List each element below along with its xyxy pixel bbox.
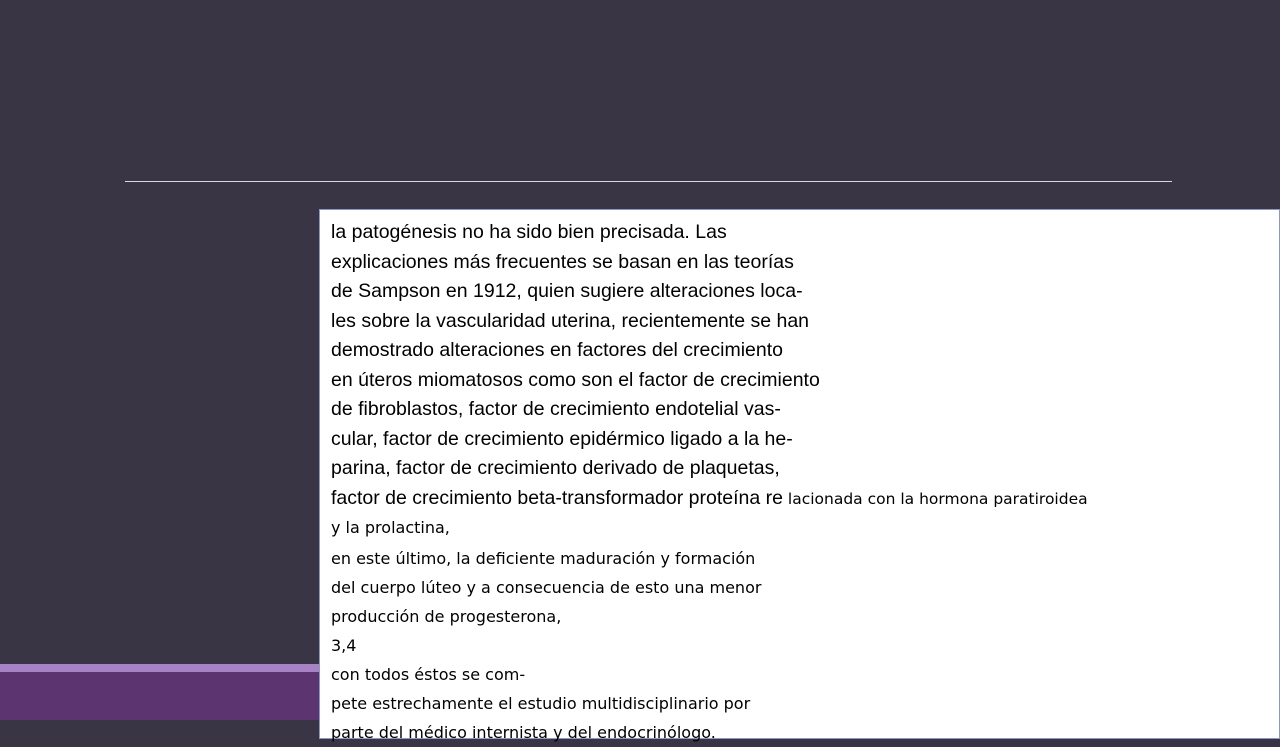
paragraph-line: de Sampson en 1912, quien sugiere alteraciones loca- — [331, 280, 803, 302]
mixed-font-line — [331, 484, 1279, 512]
body-line: y la prolactina, — [331, 517, 450, 537]
paragraph-line: explicaciones más frecuentes se basan en las teorías — [331, 250, 794, 273]
paragraph-line: les sobre la vascularidad uterina, recientemente se han — [331, 309, 810, 332]
paragraph-line: parina, factor de crecimiento derivado de plaquetas, — [331, 457, 780, 479]
paragraph-line: cular, factor de crecimiento epidérmico ligado a la he- — [331, 427, 793, 450]
body-line: producción de progesterona, — [331, 606, 562, 626]
title-divider-line — [125, 181, 1172, 182]
mixed-line-large-part: factor de crecimiento beta-transformador proteína re — [331, 486, 783, 509]
body-line: parte del médico internista y del endocrinólogo. — [331, 722, 716, 742]
paragraph-line: en úteros miomatosos como son el factor de crecimiento — [331, 368, 820, 391]
paragraph-line: la patogénesis no ha sido bien precisada. Las — [331, 221, 727, 243]
body-line: con todos éstos se com- — [331, 664, 526, 684]
body-line: en este último, la deficiente maduración y formación — [331, 548, 756, 568]
mixed-line-small-part: lacionada con la hormona paratiroidea — [782, 489, 1088, 508]
body-line: pete estrechamente el estudio multidisciplinario por — [331, 693, 751, 713]
paragraph-line: de fibroblastos, factor de crecimiento endotelial vas- — [331, 398, 781, 420]
accent-bar-dark — [0, 672, 340, 720]
citation-superscript: 3,4 — [331, 635, 357, 655]
body-line: del cuerpo lúteo y a consecuencia de esto una menor — [331, 577, 762, 597]
paragraph-line: demostrado alteraciones en factores del crecimiento — [331, 339, 783, 361]
text-box[interactable] — [319, 209, 1280, 742]
text-content — [331, 218, 1279, 747]
accent-bar-light — [0, 664, 340, 672]
